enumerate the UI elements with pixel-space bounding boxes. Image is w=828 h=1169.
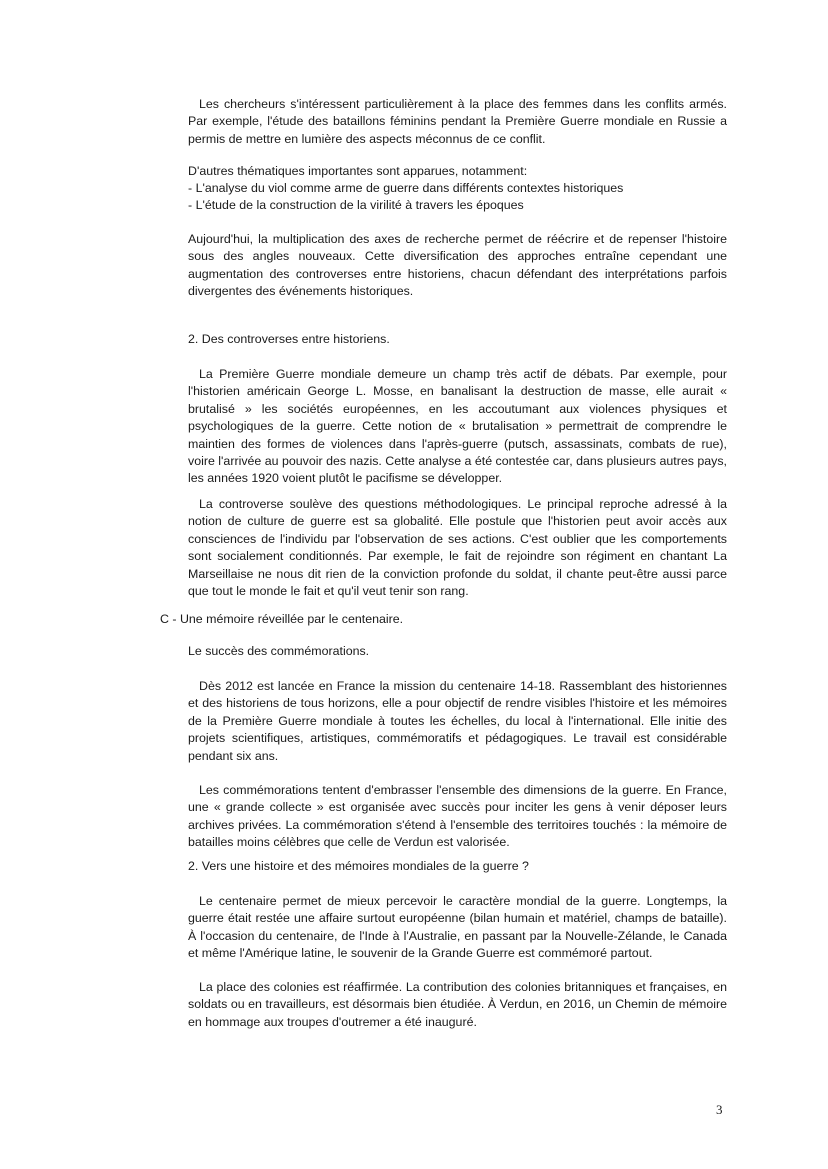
list-item: - L'analyse du viol comme arme de guerre dans différents contextes historiques [188, 181, 624, 195]
heading-mondiales: 2. Vers une histoire et des mémoires mondiales de la guerre ? [188, 859, 529, 873]
paragraph-caractere-mondial: Le centenaire permet de mieux percevoir le caractère mondial de la guerre. Longtemps, la guerre était restée une affaire surtout européenne (bilan humain et matériel, champs de bataille). À l'occasion du centenaire, de l'Inde à l'Australie, en passant par la Nouvelle-Zélande, le Canada et même l'Amérique latine, le souvenir de la Grande Guerre est commémoré partout. [188, 894, 727, 961]
paragraph-methodology: La controverse soulève des questions méthodologiques. Le principal reproche adressé à la notion de culture de guerre est sa globalité. Elle postule que l'historien peut avoir accès aux consciences de l'individu par l'observation de ses actions. C'est oublier que les comportements sont socialement conditionnés. Par exemple, le fait de rejoindre son régiment en chantant La Marseillaise ne nous dit rien de la conviction profonde du soldat, il chante peut-être aussi parce que tout le monde le fait et qu'il veut tenir son rang. [188, 497, 727, 599]
heading-controverses: 2. Des controverses entre historiens. [188, 332, 390, 346]
page-number: 3 [716, 1102, 723, 1117]
paragraph-today: Aujourd'hui, la multiplication des axes de recherche permet de réécrire et de repenser l'histoire sous des angles nouveaux. Cette diversification des approches entraîne cependant une augmentation des controverses entre historiens, chacun défendant des interprétations parfois divergentes des événements historiques. [188, 232, 727, 299]
paragraph-colonies: La place des colonies est réaffirmée. La contribution des colonies britanniques et françaises, en soldats ou en travailleurs, est désormais bien étudiée. À Verdun, en 2016, un Chemin de mémoire en hommage aux troupes d'outremer a été inauguré. [188, 980, 727, 1029]
section-heading-c: C - Une mémoire réveillée par le centenaire. [160, 612, 404, 626]
paragraph-mosse: La Première Guerre mondiale demeure un champ très actif de débats. Par exemple, pour l'historien américain George L. Mosse, en banalisant la destruction de masse, elle aurait « brutalisé » les sociétés européennes, en les accoutumant aux violences physiques et psychologiques de la guerre. Cette notion de « brutalisation » permettrait de comprendre le maintien des formes de violences dans l'après-guerre (putsch, assassinats, combats de rue), voire l'arrivée au pouvoir des nazis. Cette analyse a été contestée car, dans plusieurs autres pays, les années 1920 voient plutôt le pacifisme se développer. [188, 367, 727, 486]
paragraph-mission-centenaire: Dès 2012 est lancée en France la mission du centenaire 14-18. Rassemblant des historiennes et des historiens de tous horizons, elle a pour objectif de rendre visibles l'histoire et les mémoires de la Première Guerre mondiale à toutes les échelles, du local à l'international. Elle initie des projets scientifiques, artistiques, commémoratifs et pédagogiques. Le travail est considérable pendant six ans. [188, 679, 727, 763]
paragraph-women-research: Les chercheurs s'intéressent particulièrement à la place des femmes dans les conflits armés. Par exemple, l'étude des bataillons féminins pendant la Première Guerre mondiale en Russie a permis de mettre en lumière des aspects méconnus de ce conflit. [188, 97, 727, 146]
paragraph-themes-intro: D'autres thématiques importantes sont apparues, notamment: [188, 164, 528, 178]
heading-succes: Le succès des commémorations. [188, 644, 370, 658]
list-item: - L'étude de la construction de la virilité à travers les époques [188, 198, 524, 212]
paragraph-commemorations: Les commémorations tentent d'embrasser l'ensemble des dimensions de la guerre. En France, une « grande collecte » est organisée avec succès pour inciter les gens à venir déposer leurs archives privées. La commémoration s'étend à l'ensemble des territoires touchés : la mémoire de batailles moins célèbres que celle de Verdun est valorisée. [188, 783, 727, 850]
